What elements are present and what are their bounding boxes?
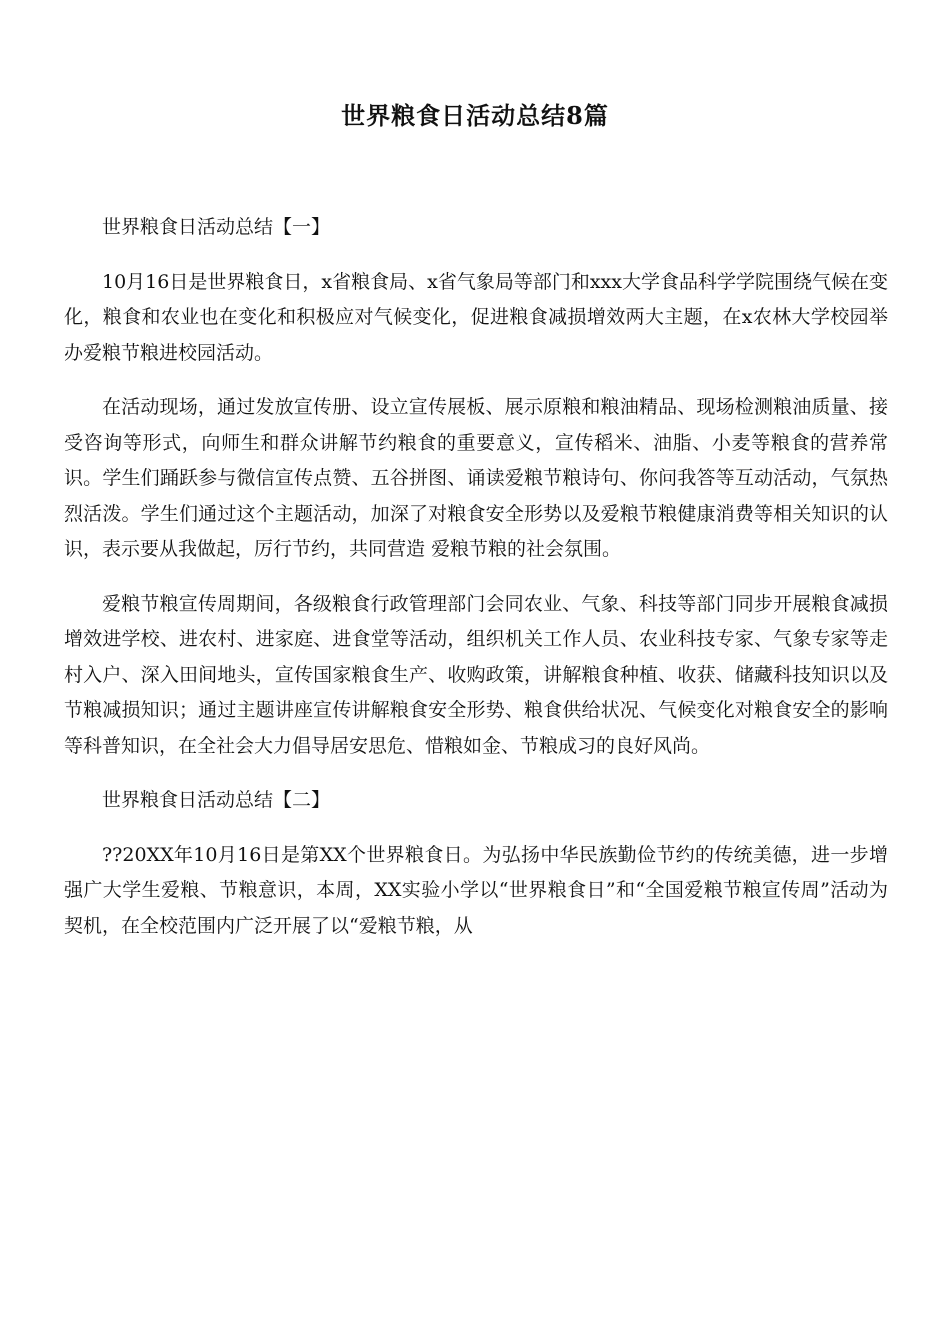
- document-title: 世界粮食日活动总结8篇: [341, 101, 609, 130]
- document-body: [64, 210, 888, 963]
- paragraph: 爱粮节粮宣传周期间，各级粮食行政管理部门会同农业、气象、科技等部门同步开展粮食减损增效进学校、进农村、进家庭、进食堂等活动，组织机关工作人员、农业科技专家、气象专家等走村入户、深入田间地头，宣传国家粮食生产、收购政策，讲解粮食种植、收获、储藏科技知识以及节粮减损知识；通过主题讲座宣传讲解粮食安全形势、粮食供给状况、气候变化对粮食安全的影响等科普知识，在全社会大力倡导居安思危、惜粮如金、节粮成习的良好风尚。: [64, 592, 888, 757]
- section-heading: 世界粮食日活动总结【二】: [102, 789, 331, 811]
- section-heading: 世界粮食日活动总结【一】: [102, 216, 331, 238]
- paragraph: ??20XX年10月16日是第XX个世界粮食日。为弘扬中华民族勤俭节约的传统美德，进一步增强广大学生爱粮、节粮意识，本周，XX实验小学以“世界粮食日”和“全国爱粮节粮宣传周”活动为契机，在全校范围内广泛开展了以“爱粮节粮，从: [64, 843, 888, 937]
- paragraph: 10月16日是世界粮食日，x省粮食局、x省气象局等部门和xxx大学食品科学学院围绕气候在变化，粮食和农业也在变化和积极应对气候变化，促进粮食减损增效两大主题，在x农林大学校园举办爱粮节粮进校园活动。: [64, 270, 888, 364]
- section-1: [64, 210, 888, 764]
- paragraph: 在活动现场，通过发放宣传册、设立宣传展板、展示原粮和粮油精品、现场检测粮油质量、接受咨询等形式，向师生和群众讲解节约粮食的重要意义，宣传稻米、油脂、小麦等粮食的营养常识。学生们踊跃参与微信宣传点赞、五谷拼图、诵读爱粮节粮诗句、你问我答等互动活动，气氛热烈活泼。学生们通过这个主题活动，加深了对粮食安全形势以及爱粮节粮健康消费等相关知识的认识，表示要从我做起，厉行节约，共同营造 爱粮节粮的社会氛围。: [64, 396, 888, 560]
- section-2: [64, 783, 888, 944]
